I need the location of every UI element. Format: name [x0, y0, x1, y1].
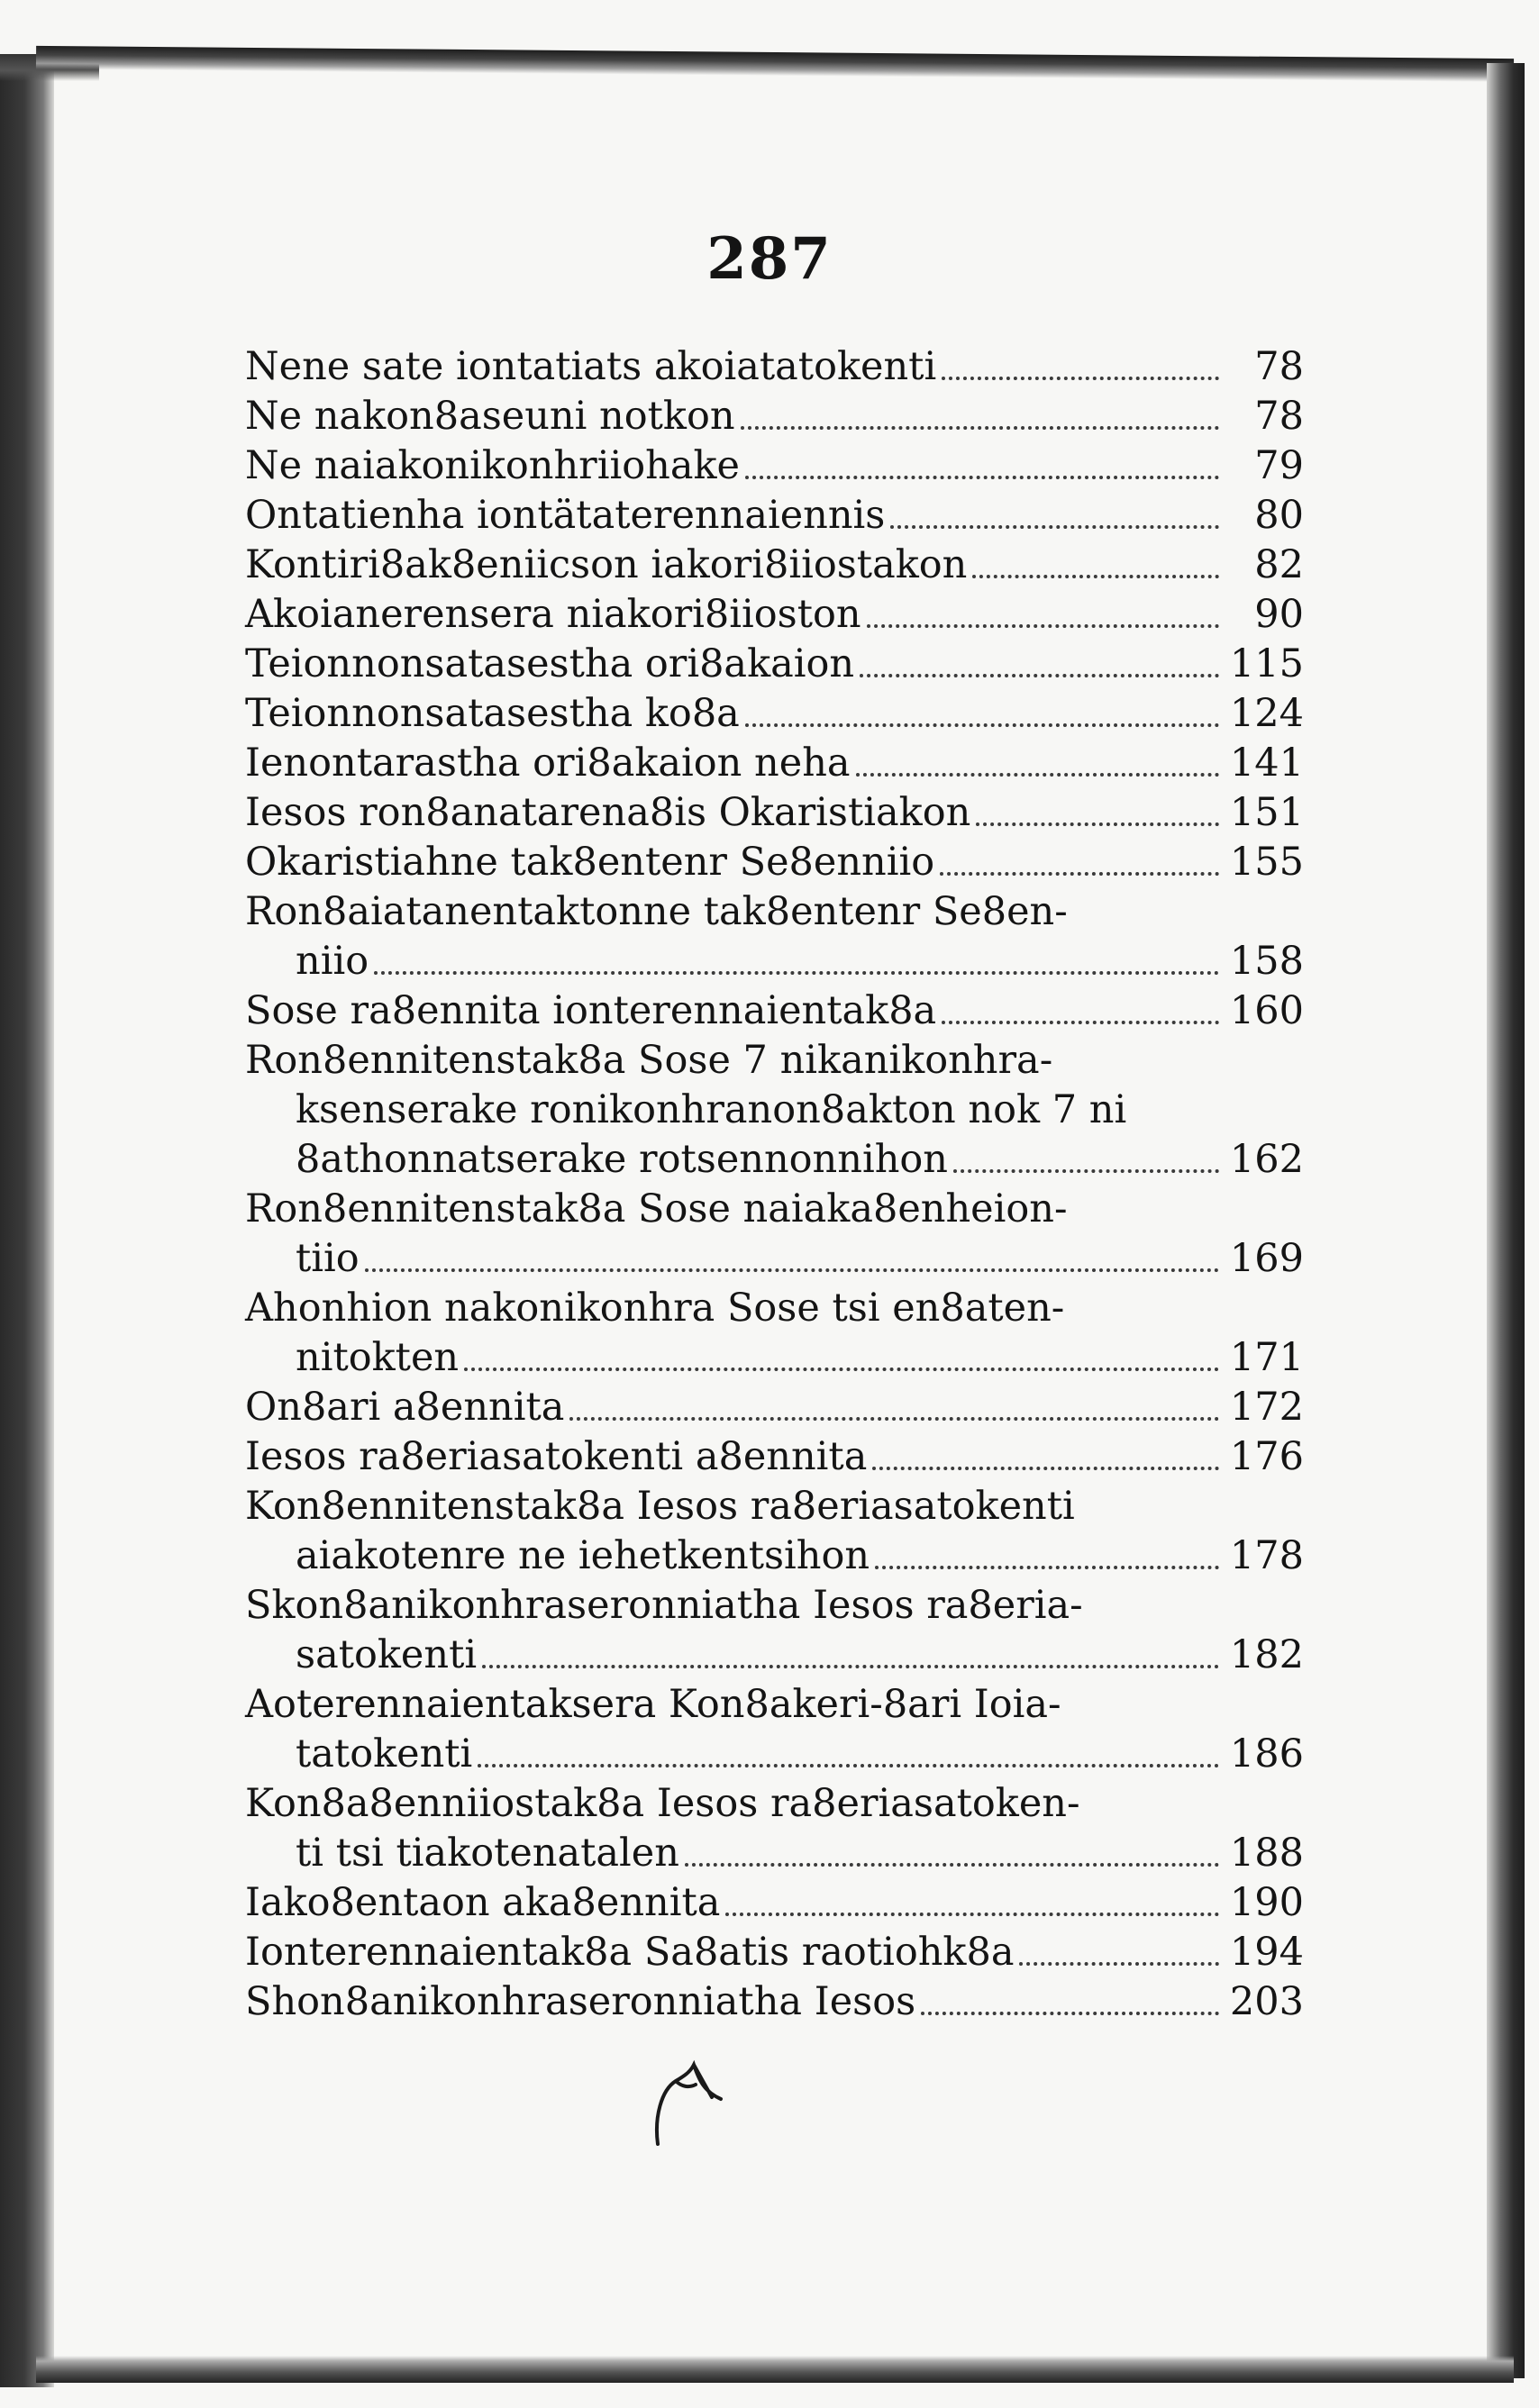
dot-leader: [741, 426, 1219, 430]
toc-entry-line: [245, 1829, 1304, 1878]
dot-leader: [942, 377, 1219, 380]
toc-entry-title: tiio: [296, 1236, 360, 1281]
toc-entry-line: [245, 392, 1304, 441]
toc-entry-title: Ontatienha iontätaterennaiennis: [245, 493, 886, 538]
toc-entry-line: [245, 1680, 1304, 1730]
dot-leader: [856, 773, 1219, 777]
toc-entry-title: ti tsi tiakotenatalen: [296, 1831, 679, 1876]
toc-entry-page: 172: [1229, 1385, 1304, 1430]
toc-entry-line: [245, 1135, 1304, 1185]
dot-leader: [921, 2012, 1219, 2015]
toc-entry-line: [245, 1086, 1304, 1135]
toc-entry-line: [245, 1779, 1304, 1829]
dot-leader: [569, 1417, 1219, 1421]
toc-entry-page: 124: [1229, 691, 1304, 736]
toc-entry-line: [245, 1878, 1304, 1928]
toc-entry-title: Shon8anikonhraseronniatha Iesos: [245, 1979, 916, 2024]
toc-entry-line: [245, 937, 1304, 986]
toc-entry-title: Ne naiakonikonhriiohake: [245, 443, 740, 488]
dot-leader: [745, 723, 1219, 727]
dot-leader: [942, 1021, 1219, 1024]
toc-entry: [245, 392, 1304, 441]
dot-leader: [872, 1467, 1219, 1470]
toc-entry-line: [245, 491, 1304, 541]
toc-entry-page: 171: [1229, 1335, 1304, 1380]
dot-leader: [867, 624, 1219, 628]
toc-entry: [245, 1977, 1304, 2027]
toc-entry-line: [245, 1581, 1304, 1631]
toc-entry: [245, 739, 1304, 788]
toc-entry-title: Ionterennaientak8a Sa8atis raotiohk8a: [245, 1930, 1015, 1975]
toc-entry: [245, 986, 1304, 1036]
toc-entry-page: 158: [1229, 939, 1304, 984]
toc-entry-line: [245, 788, 1304, 838]
dot-leader: [374, 971, 1219, 975]
toc-entry-title: Ron8ennitenstak8a Sose naiaka8enheion-: [245, 1186, 1068, 1231]
book-spine-shadow: [0, 63, 54, 2387]
right-edge-shadow: [1487, 63, 1525, 2378]
toc-entry: [245, 1680, 1304, 1779]
toc-entry-page: 194: [1229, 1930, 1304, 1975]
toc-entry-line: [245, 1383, 1304, 1432]
dot-leader: [725, 1913, 1219, 1916]
toc-entry-page: 203: [1229, 1979, 1304, 2024]
dot-leader: [940, 872, 1219, 876]
toc-entry-page: 176: [1229, 1434, 1304, 1479]
toc-entry-page: 78: [1254, 344, 1304, 389]
toc-entry-title: On8ari a8ennita: [245, 1385, 565, 1430]
toc-entry: [245, 1581, 1304, 1680]
toc-entry: [245, 1482, 1304, 1581]
toc-entry-line: [245, 590, 1304, 640]
dot-leader: [685, 1863, 1219, 1867]
toc-entry: [245, 342, 1304, 392]
toc-entry-title: Kon8ennitenstak8a Iesos ra8eriasatokenti: [245, 1484, 1075, 1529]
toc-entry-line: [245, 1977, 1304, 2027]
toc-entry-title: aiakotenre ne iehetkentsihon: [296, 1533, 870, 1578]
toc-entry-title: Ne nakon8aseuni notkon: [245, 394, 735, 439]
toc-entry: [245, 1432, 1304, 1482]
toc-entry-line: [245, 887, 1304, 937]
toc-entry-title: Iako8entaon aka8ennita: [245, 1880, 721, 1925]
toc-entry-page: 178: [1229, 1533, 1304, 1578]
toc-entry-line: [245, 1234, 1304, 1284]
toc-entry-page: 79: [1254, 443, 1304, 488]
toc-entry-title: Iesos ra8eriasatokenti a8ennita: [245, 1434, 868, 1479]
bottom-edge-shadow: [36, 2356, 1514, 2383]
toc-entry-page: 186: [1229, 1731, 1304, 1776]
dot-leader: [365, 1268, 1219, 1272]
toc-entry-title: tatokenti: [296, 1731, 473, 1776]
toc-entry-line: [245, 1531, 1304, 1581]
toc-entry: [245, 1284, 1304, 1383]
page-number: 287: [706, 225, 833, 293]
toc-entry-page: 78: [1254, 394, 1304, 439]
toc-entry: [245, 1779, 1304, 1878]
toc-entry-page: 151: [1229, 790, 1304, 835]
toc-entry: [245, 689, 1304, 739]
toc-entry-line: [245, 1928, 1304, 1977]
toc-entry-title: Sose ra8ennita ionterennaientak8a: [245, 988, 937, 1033]
toc-entry-line: [245, 986, 1304, 1036]
toc-entry-line: [245, 1730, 1304, 1779]
toc-entry: [245, 887, 1304, 986]
toc-entry-title: niio: [296, 939, 369, 984]
table-of-contents: [245, 342, 1304, 2027]
toc-entry-title: Teionnonsatasestha ori8akaion: [245, 641, 855, 686]
toc-entry-page: 188: [1229, 1831, 1304, 1876]
toc-entry: [245, 1928, 1304, 1977]
toc-entry-title: Ienontarastha ori8akaion neha: [245, 741, 851, 786]
toc-entry: [245, 1878, 1304, 1928]
dot-leader: [478, 1764, 1219, 1767]
toc-entry-line: [245, 739, 1304, 788]
toc-entry-line: [245, 1185, 1304, 1234]
dot-leader: [976, 822, 1219, 826]
toc-entry-line: [245, 441, 1304, 491]
toc-entry-line: [245, 1631, 1304, 1680]
dot-leader: [875, 1566, 1219, 1569]
toc-entry: [245, 788, 1304, 838]
toc-entry: [245, 1036, 1304, 1185]
dot-leader: [890, 525, 1219, 529]
toc-entry-page: 90: [1254, 592, 1304, 637]
dot-leader: [860, 674, 1219, 677]
toc-entry-line: [245, 640, 1304, 689]
toc-entry-title: Skon8anikonhraseronniatha Iesos ra8eria-: [245, 1583, 1083, 1628]
toc-entry-line: [245, 1333, 1304, 1383]
toc-entry-page: 80: [1254, 493, 1304, 538]
toc-entry-page: 162: [1229, 1137, 1304, 1182]
dot-leader: [745, 476, 1219, 479]
toc-entry: [245, 590, 1304, 640]
dot-leader: [482, 1665, 1219, 1668]
toc-entry: [245, 541, 1304, 590]
toc-entry-page: 155: [1229, 840, 1304, 885]
toc-entry-title: Iesos ron8anatarena8is Okaristiakon: [245, 790, 971, 835]
toc-entry-title: Nene sate iontatiats akoiatatokenti: [245, 344, 937, 389]
toc-entry-title: Kontiri8ak8eniicson iakori8iiostakon: [245, 542, 968, 587]
toc-entry-line: [245, 1284, 1304, 1333]
toc-entry-page: 169: [1229, 1236, 1304, 1281]
toc-entry-title: Akoianerensera niakori8iioston: [245, 592, 861, 637]
toc-entry-line: [245, 342, 1304, 392]
toc-entry-title: Okaristiahne tak8entenr Se8enniio: [245, 840, 935, 885]
toc-entry-title: 8athonnatserake rotsennonnihon: [296, 1137, 948, 1182]
toc-entry-title: Teionnonsatasestha ko8a: [245, 691, 740, 736]
toc-entry: [245, 1185, 1304, 1284]
toc-entry-line: [245, 1432, 1304, 1482]
toc-entry: [245, 441, 1304, 491]
toc-entry-line: [245, 1036, 1304, 1086]
toc-entry-title: Aoterennaientaksera Kon8akeri-8ari Ioia-: [245, 1682, 1061, 1727]
dot-leader: [1019, 1962, 1219, 1966]
toc-entry: [245, 1383, 1304, 1432]
toc-entry-title: Ahonhion nakonikonhra Sose tsi en8aten-: [245, 1286, 1065, 1331]
dot-leader: [953, 1169, 1219, 1173]
toc-entry-line: [245, 541, 1304, 590]
toc-entry-title: Ron8aiatanentaktonne tak8entenr Se8en-: [245, 889, 1068, 934]
toc-entry-title: ksenserake ronikonhranon8akton nok 7 ni: [296, 1087, 1127, 1132]
toc-entry: [245, 640, 1304, 689]
toc-entry-page: 115: [1229, 641, 1304, 686]
toc-entry-page: 82: [1254, 542, 1304, 587]
toc-entry-line: [245, 689, 1304, 739]
printer-mark: [649, 2045, 730, 2153]
dot-leader: [464, 1368, 1219, 1371]
toc-entry-page: 141: [1229, 741, 1304, 786]
toc-entry-page: 190: [1229, 1880, 1304, 1925]
toc-entry: [245, 491, 1304, 541]
dot-leader: [972, 575, 1219, 578]
toc-entry-title: Ron8ennitenstak8a Sose 7 nikanikonhra-: [245, 1038, 1053, 1083]
toc-entry-title: nitokten: [296, 1335, 460, 1380]
toc-entry-line: [245, 1482, 1304, 1531]
toc-entry-page: 182: [1229, 1632, 1304, 1677]
toc-entry: [245, 838, 1304, 887]
toc-entry-title: satokenti: [296, 1632, 478, 1677]
toc-entry-page: 160: [1229, 988, 1304, 1033]
toc-entry-title: Kon8a8enniiostak8a Iesos ra8eriasatoken-: [245, 1781, 1080, 1826]
toc-entry-line: [245, 838, 1304, 887]
